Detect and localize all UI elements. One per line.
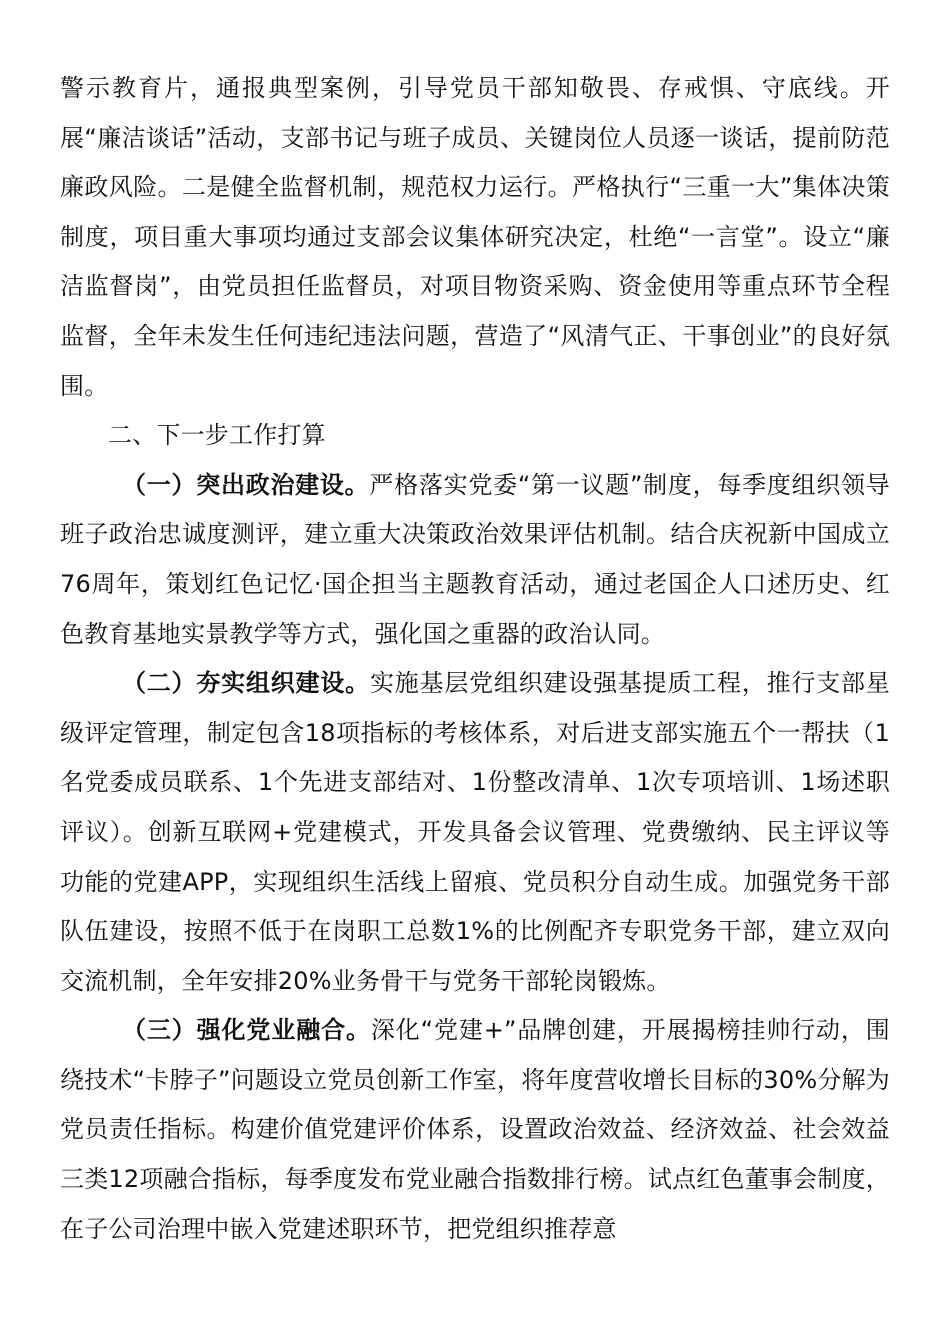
item-1-paragraph bbox=[60, 461, 890, 659]
item-1-body: 严格落实党委“第一议题”制度，每季度组织领导班子政治忠诚度测评，建立重大决策政治效果评估机制。结合庆祝新中国成立76周年，策划红色记忆·国企担当主题教育活动，通过老国企人口述历史、红色教育基地实景教学等方式，强化国之重器的政治认同。 bbox=[60, 470, 891, 648]
section-heading: 二、下一步工作打算 bbox=[108, 421, 326, 450]
item-3-body: 深化“党建+”品牌创建，开展揭榜挂帅行动，围绕技术“卡脖子”问题设立党员创新工作室，将年度营收增长目标的30%分解为党员责任指标。构建价值党建评价体系，设置政治效益、经济效益、社会效益三类12项融合指标，每季度发布党业融合指数排行榜。试点红色董事会制度，在子公司治理中嵌入党建述职环节，把党组织推荐意 bbox=[60, 1016, 890, 1243]
item-3-heading: （三）强化党业融合。 bbox=[122, 1016, 371, 1045]
item-1-heading: （一）突出政治建设。 bbox=[122, 470, 370, 499]
item-2-body: 实施基层党组织建设强基提质工程，推行支部星级评定管理，制定包含18项指标的考核体系，对后进支部实施五个一帮扶（1名党委成员联系、1个先进支部结对、1份整改清单、1次专项培训、1场述职评议）。创新互联网+党建模式，开发具备会议管理、党费缴纳、民主评议等功能的党建APP，实现组织生活线上留痕、党员积分自动生成。加强党务干部队伍建设，按照不低于在岗职工总数1%的比例配齐专职党务干部，建立双向交流机制，全年安排20%业务骨干与党务干部轮岗锻炼。 bbox=[60, 669, 891, 995]
item-2-heading: （二）夯实组织建设。 bbox=[122, 669, 370, 698]
continuation-paragraph: 警示教育片，通报典型案例，引导党员干部知敬畏、存戒惧、守底线。开展“廉洁谈话”活动，支部书记与班子成员、关键岗位人员逐一谈话，提前防范廉政风险。二是健全监督机制，规范权力运行。严格执行“三重一大”集体决策制度，项目重大事项均通过支部会议集体研究决定，杜绝“一言堂”。设立“廉洁监督岗”，由党员担任监督员，对项目物资采购、资金使用等重点环节全程监督，全年未发生任何违纪违法问题，营造了“风清气正、干事创业”的良好氛围。 bbox=[60, 74, 890, 400]
item-2-paragraph bbox=[60, 659, 890, 1006]
item-3-paragraph bbox=[60, 1006, 890, 1254]
document-page bbox=[60, 64, 890, 1254]
